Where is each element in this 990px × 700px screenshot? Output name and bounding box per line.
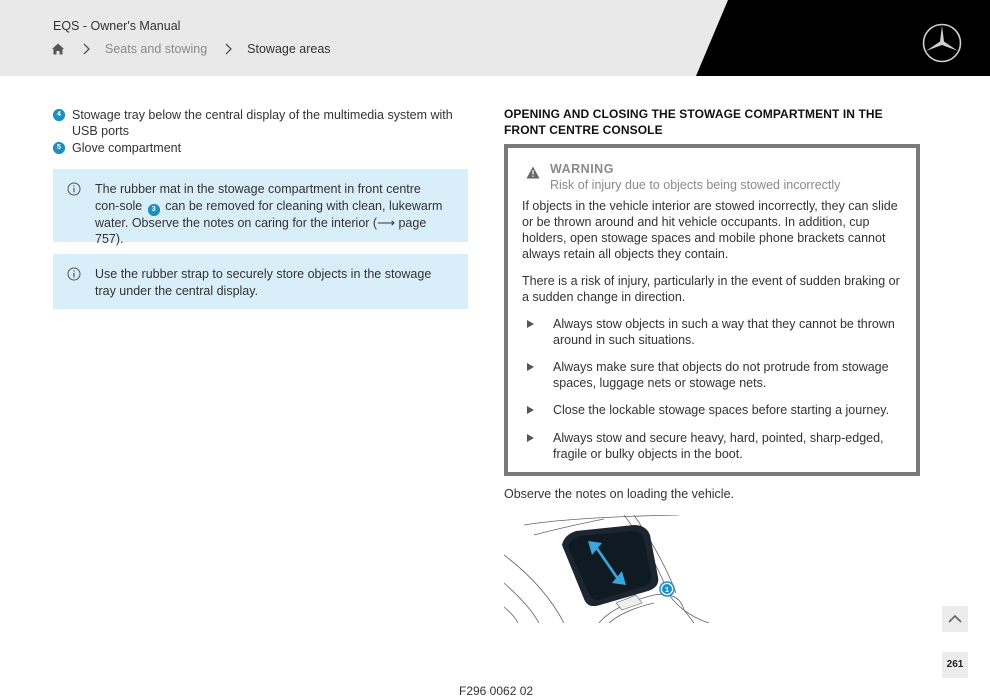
info-note-rubber-mat (53, 169, 468, 246)
warning-heading: WARNING (550, 162, 614, 176)
breadcrumb-seats-and-stowing[interactable]: Seats and stowing (105, 42, 208, 56)
number-badge: 5 (53, 142, 65, 154)
number-badge: 3 (148, 204, 160, 216)
mercedes-star-logo (921, 22, 963, 64)
bullet-text: Always stow and secure heavy, hard, pointed, sharp-edged, fragile or bulky objects in the boot. (553, 431, 884, 461)
header-brand-panel (0, 0, 990, 76)
list-item (522, 402, 907, 418)
legend-list (53, 107, 473, 157)
info-icon (67, 267, 81, 281)
number-badge: 4 (53, 109, 65, 121)
chevron-right-icon (223, 43, 233, 55)
bullet-arrow-icon (527, 406, 534, 414)
warning-paragraph: If objects in the vehicle interior are stowed incorrectly, they can slide or be thrown around and hit vehicle occupants. In addition, cup holders, open stowage spaces and mobile phone brackets cannot always retain all objects they contain. (522, 199, 898, 261)
observe-note: Observe the notes on loading the vehicle. (504, 487, 735, 501)
chevron-right-icon (81, 43, 91, 55)
info-note-text-part1: The rubber mat in the stowage compartment in front centre con-sole (95, 182, 421, 213)
doc-title: EQS - Owner's Manual (53, 19, 181, 33)
scroll-to-top-button[interactable] (942, 606, 968, 632)
section-title: OPENING AND CLOSING THE STOWAGE COMPARTMENT IN THE FRONT CENTRE CONSOLE (504, 107, 883, 137)
bullet-text: Always stow objects in such a way that they cannot be thrown around in such situations. (553, 317, 895, 347)
breadcrumb (51, 42, 331, 56)
figure-code: F296 0062 02 (459, 684, 534, 698)
warning-paragraph: There is a risk of injury, particularly in the event of sudden braking or a sudden change in direction. (522, 274, 900, 304)
info-note-text: Use the rubber strap to securely store objects in the stowage tray under the central display. (95, 267, 432, 298)
list-item (522, 430, 907, 462)
list-item (522, 359, 907, 391)
warning-triangle-icon (526, 166, 540, 179)
warning-box (504, 144, 920, 476)
warning-risk: Risk of injury due to objects being stowed incorrectly (550, 178, 841, 192)
bullet-arrow-icon (527, 363, 534, 371)
bullet-text: Close the lockable stowage spaces before starting a journey. (553, 403, 890, 417)
info-icon (67, 182, 81, 196)
chevron-up-icon (942, 606, 968, 632)
bullet-text: Always make sure that objects do not protrude from stowage spaces, luggage nets or stowage nets. (553, 360, 889, 390)
info-note-rubber-strap (53, 254, 468, 309)
list-item (53, 140, 473, 156)
page-number-button[interactable]: 261 (942, 652, 968, 678)
list-item-text: Glove compartment (72, 141, 182, 155)
list-item (53, 107, 473, 139)
home-icon[interactable] (51, 42, 65, 56)
figure-callout-badge: 1 (665, 587, 669, 594)
info-note-text (95, 181, 445, 248)
breadcrumb-stowage-areas[interactable]: Stowage areas (247, 42, 331, 56)
list-item-text: Stowage tray below the central display of the multimedia system with USB ports (72, 108, 453, 138)
info-note-text-part2: can be removed for cleaning with clean, lukewarm water. Observe the notes on caring for the interior (⟶ page 757). (95, 198, 443, 246)
bullet-arrow-icon (527, 434, 534, 442)
bullet-arrow-icon (527, 320, 534, 328)
list-item (522, 316, 907, 348)
stowage-compartment-illustration (504, 515, 714, 623)
